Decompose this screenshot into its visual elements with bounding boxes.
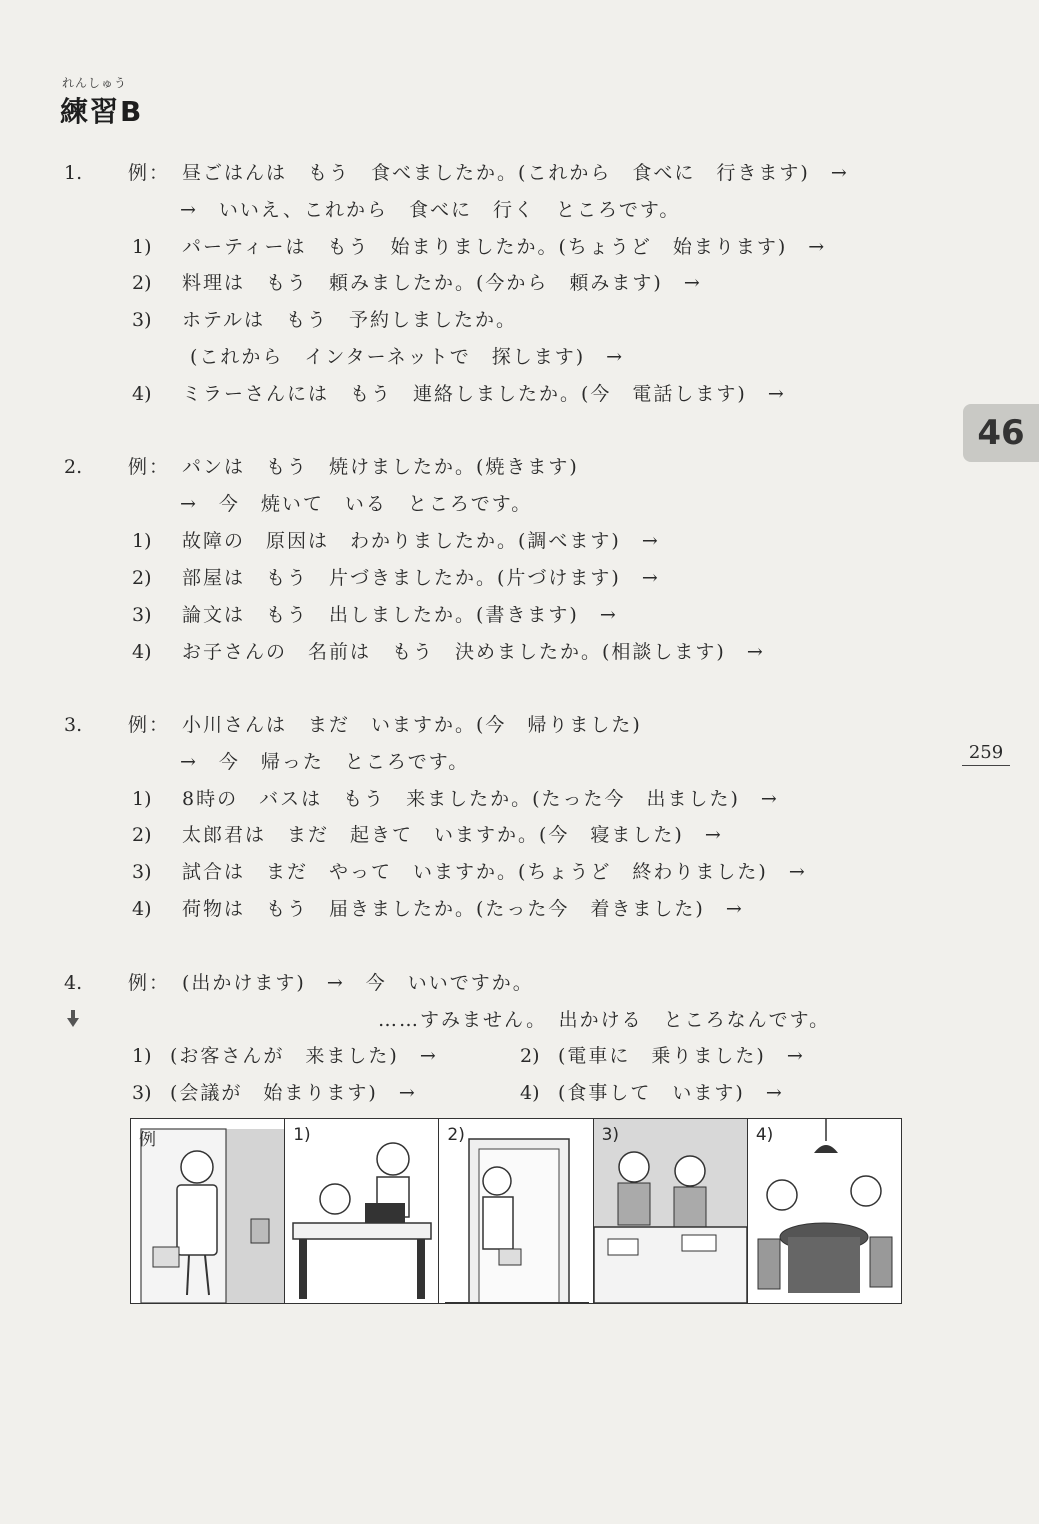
illustration-example bbox=[131, 1119, 285, 1303]
item-number: 1) bbox=[132, 530, 152, 552]
example-question: 昼ごはんは もう 食べましたか。(これから 食べに 行きます) → bbox=[182, 162, 849, 184]
item-text: 荷物は もう 届きましたか。(たった今 着きました) → bbox=[182, 898, 744, 920]
train-door-illustration bbox=[439, 1119, 592, 1303]
example-label: 例： bbox=[128, 456, 171, 478]
item-number: 2) bbox=[132, 824, 152, 846]
item-text: 故障の 原因は わかりましたか。(調べます) → bbox=[182, 530, 660, 552]
item-text: 部屋は もう 片づきましたか。(片づけます) → bbox=[182, 567, 660, 589]
example-label: 例： bbox=[128, 972, 171, 994]
chapter-tab: 46 bbox=[963, 404, 1039, 462]
item-number: 3) bbox=[132, 604, 152, 626]
item-text: ミラーさんには もう 連絡しましたか。(今 電話します) → bbox=[182, 383, 786, 405]
item-number: 4) bbox=[520, 1082, 540, 1104]
office-desk-phone-illustration bbox=[285, 1119, 438, 1303]
item-text: お子さんの 名前は もう 決めましたか。(相談します) → bbox=[182, 641, 765, 663]
item-number: 2) bbox=[520, 1045, 540, 1067]
item-number: 1) bbox=[132, 236, 152, 258]
panel-label: 4) bbox=[755, 1125, 774, 1145]
item-number: 1) bbox=[132, 788, 152, 810]
meeting-table-illustration bbox=[594, 1119, 747, 1303]
item-number: 2) bbox=[132, 272, 152, 294]
item-text: 太郎君は まだ 起きて いますか。(今 寝ました) → bbox=[182, 824, 723, 846]
item-text: 試合は まだ やって いますか。(ちょうど 終わりました) → bbox=[182, 861, 807, 883]
item-text: 8時の バスは もう 来ましたか。(たった今 出ました) → bbox=[182, 788, 779, 810]
item-text: 料理は もう 頼みましたか。(今から 頼みます) → bbox=[182, 272, 702, 294]
title-furigana: れんしゅう bbox=[62, 76, 128, 90]
panel-label: 3) bbox=[601, 1125, 620, 1145]
illustration-4 bbox=[748, 1119, 901, 1303]
example-question: パンは もう 焼けましたか。(焼きます) bbox=[182, 456, 579, 478]
illustration-strip bbox=[130, 1118, 902, 1304]
page-number: 259 bbox=[962, 742, 1010, 766]
item-text: 論文は もう 出しましたか。(書きます) → bbox=[182, 604, 618, 626]
section-number: 2. bbox=[64, 456, 83, 478]
illustration-1 bbox=[285, 1119, 439, 1303]
item-number: 3) bbox=[132, 861, 152, 883]
item-text: (会議が 始まります) → bbox=[170, 1082, 417, 1104]
panel-label: 例 bbox=[139, 1130, 156, 1150]
example-label: 例： bbox=[128, 162, 171, 184]
item-text: (電車に 乗りました) → bbox=[558, 1045, 805, 1067]
item-text-continued: (これから インターネットで 探します) → bbox=[190, 346, 625, 368]
example-question: (出かけます) → 今 いいですか。 bbox=[182, 972, 534, 994]
item-number: 3) bbox=[132, 309, 152, 331]
page-title: 練習B bbox=[60, 95, 144, 128]
panel-label: 1) bbox=[293, 1125, 311, 1145]
example-question: 小川さんは まだ いますか。(今 帰りました) bbox=[182, 714, 642, 736]
illustration-2 bbox=[439, 1119, 593, 1303]
example-answer: → いいえ、これから 食べに 行く ところです。 bbox=[180, 199, 681, 221]
example-answer: → 今 焼いて いる ところです。 bbox=[180, 493, 533, 515]
item-text: ホテルは もう 予約しましたか。 bbox=[182, 309, 518, 331]
restaurant-dinner-illustration bbox=[748, 1119, 901, 1303]
illustration-3 bbox=[594, 1119, 748, 1303]
section-number: 3. bbox=[64, 714, 83, 736]
item-number: 1) bbox=[132, 1045, 152, 1067]
section-number: 4. bbox=[64, 972, 83, 994]
item-number: 4) bbox=[132, 641, 152, 663]
section-number: 1. bbox=[64, 162, 83, 184]
item-number: 4) bbox=[132, 898, 152, 920]
item-number: 2) bbox=[132, 567, 152, 589]
item-number: 4) bbox=[132, 383, 152, 405]
item-text: パーティーは もう 始まりましたか。(ちょうど 始まります) → bbox=[182, 236, 827, 258]
example-label: 例： bbox=[128, 714, 171, 736]
down-arrow-icon bbox=[67, 1010, 79, 1028]
item-text: (お客さんが 来ました) → bbox=[170, 1045, 438, 1067]
item-number: 3) bbox=[132, 1082, 152, 1104]
example-answer: → 今 帰った ところです。 bbox=[180, 751, 470, 773]
panel-label: 2) bbox=[447, 1125, 465, 1145]
example-answer: ……すみません。 出かける ところなんです。 bbox=[378, 1009, 831, 1031]
item-text: (食事して います) → bbox=[558, 1082, 784, 1104]
